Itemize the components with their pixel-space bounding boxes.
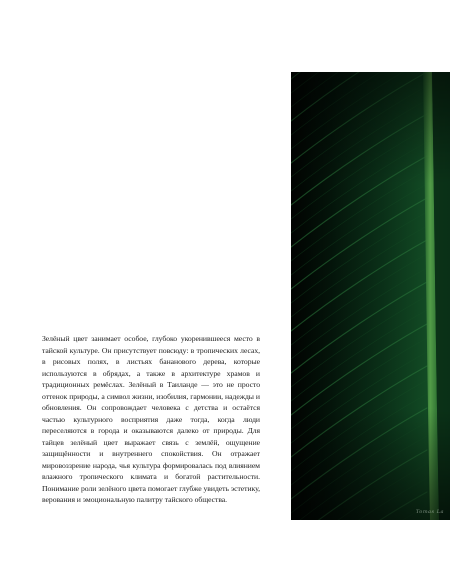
banana-leaf-image [291,72,450,520]
article-paragraph: Зелёный цвет занимает особое, глубоко укоренившееся место в тайской культуре. Он присутствует повсюду: в тропических лесах, в рисовых полях, в листьях бананового дерева, которые используются в обрядах, а также в архитектуре храмов и традиционных ремёслах. Зелёный в Таиланде — это не просто оттенок природы, а символ жизни, изобилия, гармонии, надежды и обновления. Он сопровождает человека с детства и остаётся частью культурного восприятия даже тогда, когда люди переселяются в города и оказываются далеко от природы. Для тайцев зелёный цвет выражает связь с землёй, ощущение защищённости и внутреннего спокойствия. Он отражает мировоззрение народа, чья культура формировалась под влиянием влажного тропического климата и богатой растительности. Понимание роли зелёного цвета помогает глубже увидеть эстетику, верования и эмоциональную палитру тайского общества. [42,334,260,504]
photographer-signature: Tomas La [415,509,444,515]
banana-leaf-photo [291,72,450,520]
